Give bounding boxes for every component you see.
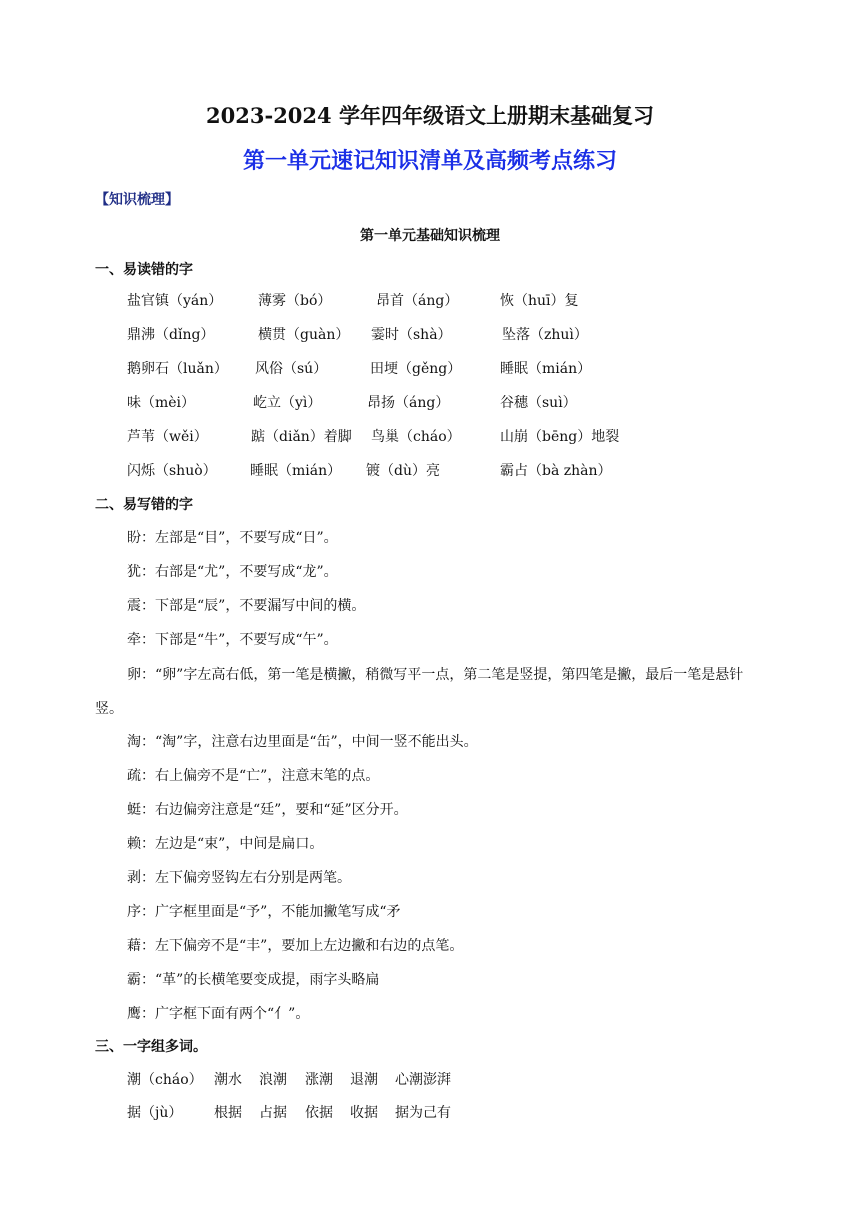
writing-note: 疏：右上偏旁不是“亡”，注意末笔的点。 [127, 768, 380, 784]
word-item: 心潮澎湃 [395, 1072, 451, 1088]
writing-note: 鹰：广字框下面有两个“亻”。 [127, 1006, 310, 1022]
document-subtitle: 第一单元速记知识清单及高频考点练习 [242, 148, 617, 174]
pinyin-item: 味（mèi） [127, 395, 196, 411]
word-item: 涨潮 [305, 1072, 333, 1088]
writing-note: 蜓：右边偏旁注意是“廷”，要和“延”区分开。 [127, 802, 408, 818]
pinyin-item: 鼎沸（dǐng） [127, 327, 215, 343]
writing-note-long: 卵：“卵”字左高右低，第一笔是横撇，稍微写平一点，第二笔是竖提，第四笔是撇，最后一笔是悬针竖。 [95, 667, 744, 717]
pinyin-item: 霎时（shà） [371, 327, 452, 343]
pinyin-item: 昂扬（áng） [367, 395, 450, 411]
writing-note: 牵：下部是“牛”，不要写成“午”。 [127, 632, 338, 648]
pinyin-item: 恢（huī）复 [500, 293, 579, 309]
pinyin-item: 谷穗（suì） [500, 395, 577, 411]
pinyin-row [0, 392, 860, 414]
word-group-head: 据（jù） [127, 1105, 183, 1121]
writing-note: 淘：“淘”字，注意右边里面是“缶”，中间一竖不能出头。 [127, 734, 478, 750]
word-item: 收据 [350, 1105, 378, 1121]
writing-note: 霸：“革”的长横笔要变成提，雨字头略扁 [127, 972, 380, 988]
part1-heading: 一、易读错的字 [95, 262, 193, 278]
pinyin-item: 薄雾（bó） [258, 293, 332, 309]
writing-note: 犹：右部是“尤”，不要写成“龙”。 [127, 564, 338, 580]
pinyin-item: 镀（dù）亮 [366, 463, 440, 479]
word-item: 占据 [259, 1105, 287, 1121]
pinyin-item: 霸占（bà zhàn） [500, 463, 612, 479]
pinyin-row [0, 290, 860, 312]
pinyin-row [0, 460, 860, 482]
word-item: 根据 [214, 1105, 242, 1121]
word-item: 潮水 [214, 1072, 242, 1088]
pinyin-item: 鹅卵石（luǎn） [127, 361, 228, 377]
word-group-row [0, 1069, 860, 1091]
document-title: 2023-2024 学年四年级语文上册期末基础复习 [206, 103, 654, 128]
pinyin-row [0, 358, 860, 380]
pinyin-item: 睡眠（mián） [500, 361, 592, 377]
word-item: 依据 [305, 1105, 333, 1121]
part3-heading: 三、一字组多词。 [95, 1039, 207, 1055]
pinyin-row [0, 426, 860, 448]
pinyin-item: 睡眠（mián） [250, 463, 342, 479]
pinyin-item: 坠落（zhuì） [502, 327, 588, 343]
part2-heading: 二、易写错的字 [95, 497, 193, 513]
writing-note: 震：下部是“辰”，不要漏写中间的横。 [127, 598, 366, 614]
pinyin-item: 芦苇（wěi） [127, 429, 208, 445]
word-item: 据为己有 [395, 1105, 451, 1121]
pinyin-item: 山崩（bēng）地裂 [500, 429, 620, 445]
pinyin-item: 鸟巢（cháo） [371, 429, 461, 445]
pinyin-item: 风俗（sú） [255, 361, 328, 377]
pinyin-item: 盐官镇（yán） [127, 293, 223, 309]
word-group-head: 潮（cháo） [127, 1072, 203, 1088]
word-group-row [0, 1102, 860, 1124]
knowledge-tag: 【知识梳理】 [95, 192, 179, 208]
pinyin-item: 昂首（áng） [376, 293, 459, 309]
writing-note: 赖：左边是“束”，中间是扁口。 [127, 836, 324, 852]
pinyin-item: 屹立（yì） [253, 395, 322, 411]
pinyin-item: 田埂（gěng） [370, 361, 462, 377]
writing-note: 盼：左部是“目”，不要写成“日”。 [127, 530, 338, 546]
pinyin-item: 横贯（guàn） [258, 327, 350, 343]
pinyin-item: 踮（diǎn）着脚 [251, 429, 352, 445]
pinyin-item: 闪烁（shuò） [127, 463, 217, 479]
word-item: 浪潮 [259, 1072, 287, 1088]
word-item: 退潮 [350, 1072, 378, 1088]
writing-note: 剥：左下偏旁竖钩左右分别是两笔。 [127, 870, 351, 886]
pinyin-row [0, 324, 860, 346]
writing-note: 藉：左下偏旁不是“丰”，要加上左边撇和右边的点笔。 [127, 938, 464, 954]
writing-note: 序：广字框里面是“予”，不能加撇笔写成“矛 [127, 904, 401, 920]
section-title: 第一单元基础知识梳理 [360, 228, 500, 244]
